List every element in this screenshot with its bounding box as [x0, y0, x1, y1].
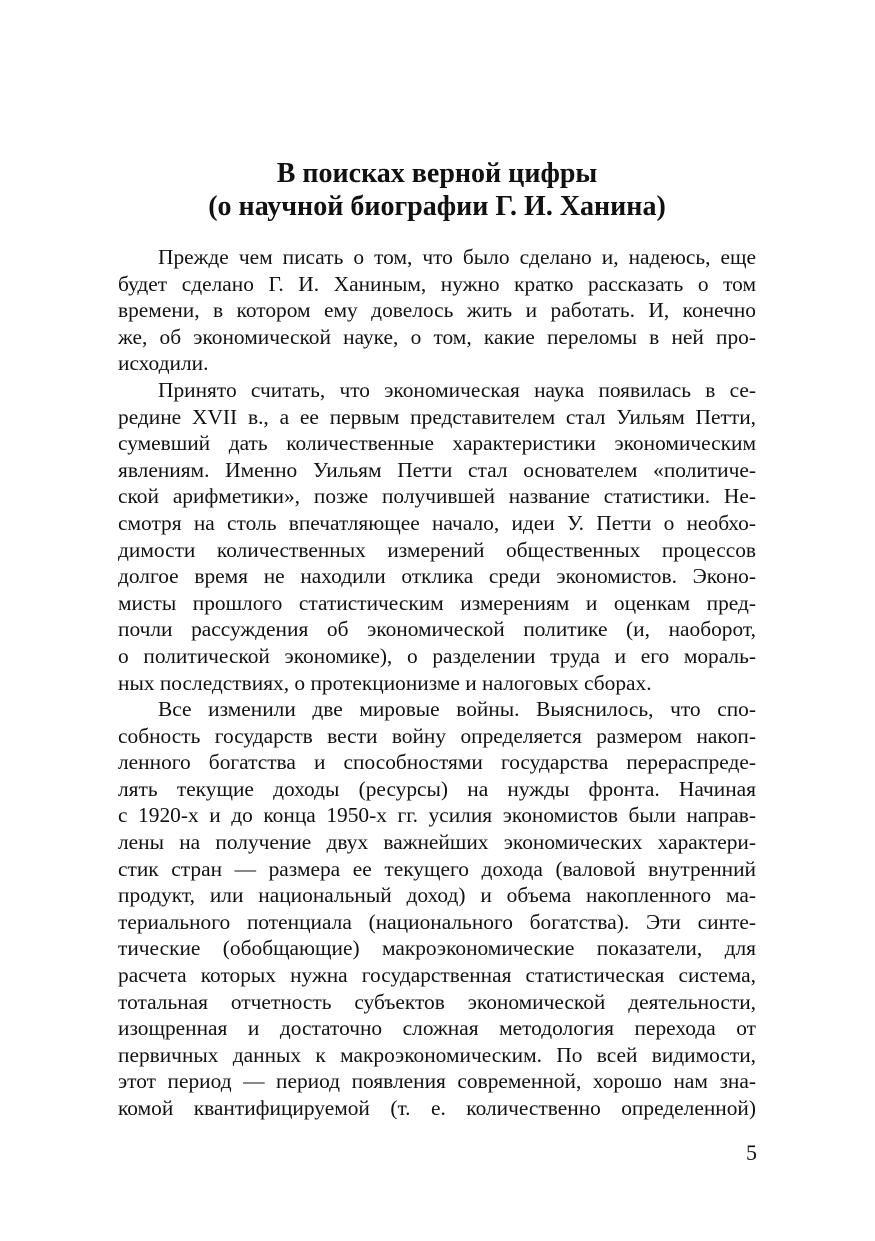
text-line: лены на получение двух важнейших экономических характери-	[118, 830, 756, 855]
text-line: этот период — период появления современной, хорошо нам зна-	[118, 1069, 756, 1094]
text-line: териального потенциала (национального богатства). Эти синте-	[118, 909, 756, 934]
text-line: же, об экономической науке, о том, какие переломы в ней про-	[118, 324, 756, 349]
text-line: будет сделано Г. И. Ханиным, нужно кратко рассказать о том	[118, 271, 756, 296]
text-line: собность государств вести войну определяется размером накоп-	[118, 723, 756, 748]
body-text	[118, 244, 756, 1122]
text-line: лять текущие доходы (ресурсы) на нужды фронта. Начиная	[118, 776, 756, 801]
page-number: 5	[746, 1140, 757, 1165]
text-line: Принято считать, что экономическая наука появилась в се-	[158, 377, 756, 402]
chapter-title: В поисках верной цифры	[276, 158, 598, 189]
chapter-subtitle: (о научной биографии Г. И. Ханина)	[208, 191, 666, 222]
text-line: о политической экономике), о разделении труда и его мораль-	[118, 643, 756, 668]
text-line: ской арифметики», позже получившей название статистики. Не-	[118, 484, 756, 509]
text-line: долгое время не находили отклика среди экономистов. Эконо-	[118, 564, 756, 589]
text-line: почли рассуждения об экономической политике (и, наоборот,	[118, 617, 756, 642]
text-line: первичных данных к макроэкономическим. По всей видимости,	[118, 1042, 756, 1067]
paragraph	[118, 377, 756, 696]
text-line: изощренная и достаточно сложная методология перехода от	[118, 1016, 756, 1041]
text-line: стик стран — размера ее текущего дохода (валовой внутренний	[118, 856, 756, 881]
text-line: продукт, или национальный доход) и объема накопленного ма-	[118, 883, 756, 908]
text-line: Все изменили две мировые войны. Выяснилось, что спо-	[158, 697, 756, 722]
text-line: сумевший дать количественные характеристики экономическим	[118, 431, 756, 456]
text-line: тические (обобщающие) макроэкономические показатели, для	[118, 936, 756, 961]
text-line: димости количественных измерений общественных процессов	[118, 537, 756, 562]
text-line: смотря на столь впечатляющее начало, идеи У. Петти о необхо-	[118, 510, 756, 535]
text-line: времени, в котором ему довелось жить и работать. И, конечно	[118, 298, 756, 323]
text-line: ленного богатства и способностями государства перераспреде-	[118, 750, 756, 775]
text-line: мисты прошлого статистическим измерениям и оценкам пред-	[118, 590, 756, 615]
text-line: явлениям. Именно Уильям Петти стал основателем «политиче-	[118, 457, 756, 482]
text-line: редине XVII в., а ее первым представителем стал Уильям Петти,	[118, 404, 756, 429]
paragraph	[118, 244, 756, 377]
text-line: ных последствиях, о протекционизме и налоговых сборах.	[118, 670, 652, 695]
paragraph	[118, 696, 756, 1122]
text-line: исходили.	[118, 351, 209, 376]
chapter-heading	[118, 157, 756, 223]
text-line: с 1920-х и до конца 1950-х гг. усилия экономистов были направ-	[118, 803, 756, 828]
text-line: расчета которых нужна государственная статистическая система,	[118, 963, 756, 988]
text-line: Прежде чем писать о том, что было сделано и, надеюсь, еще	[158, 245, 756, 269]
text-line: тотальная отчетность субъектов экономической деятельности,	[118, 989, 756, 1014]
text-line: комой квантифицируемой (т. е. количественно определенной)	[118, 1096, 756, 1120]
